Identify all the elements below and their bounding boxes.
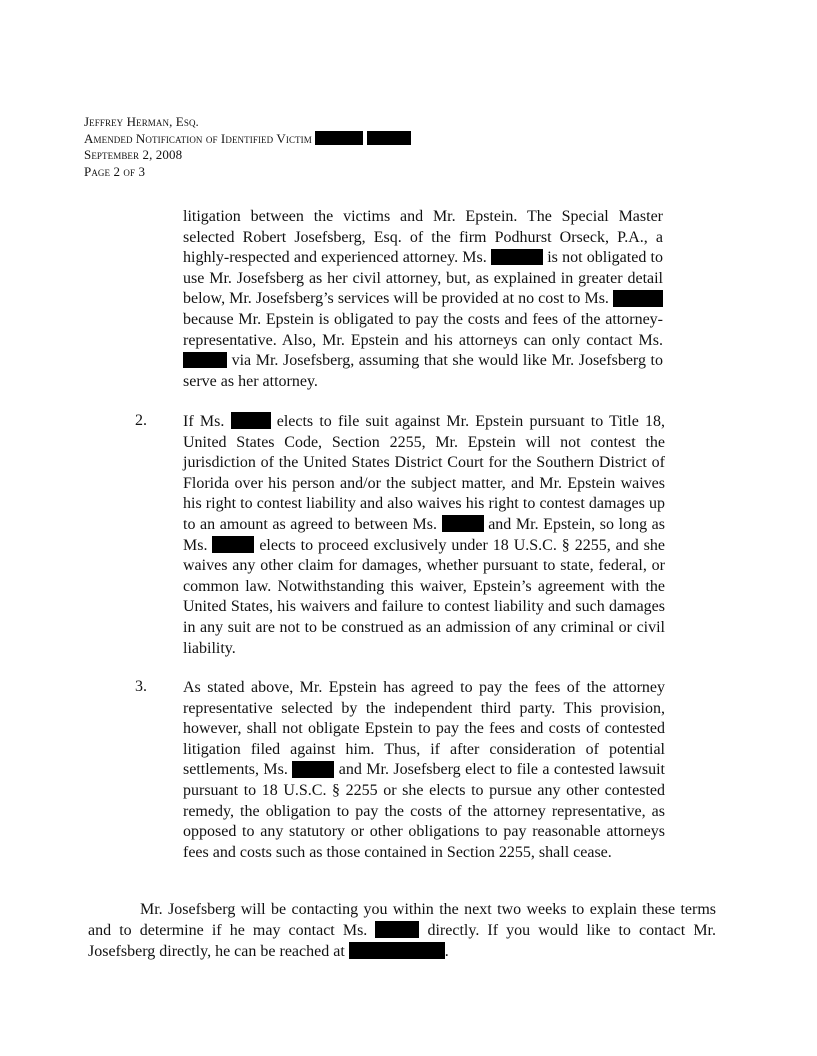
intro-text-2: is not obligated to use Mr. Josefsberg as her civil attorney, but, as explained in greater detail below, Mr. Josefsberg’s services will be provided at no cost to Ms. bbox=[183, 249, 663, 308]
intro-text-3: because Mr. Epstein is obligated to pay the costs and fees of the attorney-representative. Also, Mr. Epstein and his attorneys can only contact Ms. bbox=[183, 310, 663, 349]
redaction-bar bbox=[183, 352, 227, 369]
header-author: Jeffrey Herman, Esq. bbox=[84, 114, 199, 129]
item-2-text-2: elects to file suit against Mr. Epstein pursuant to Title 18, United States Code, Section 2255, Mr. Epstein will not contest the jurisdiction of the United States District Court for the Southern District of Florida over his person and/or the subject matter, and Mr. Epstein waives his right to contest liability and also waives his right to contest damages up to an amount as agreed to between Ms. bbox=[183, 413, 666, 533]
intro-text-1: litigation between the victims and Mr. Epstein. The Special Master selected Robert Josefsberg, Esq. of the firm Podhurst Orseck, P.A., a highly-respected and experienced attorney. Ms. bbox=[183, 208, 663, 267]
header-subject bbox=[84, 131, 411, 148]
item-2-text-4: elects to proceed exclusively under 18 U.S.C. § 2255, and she waives any other claim for damages, whether pursuant to state, federal, or common law. Notwithstanding this waiver, Epstein’s agreement with the United States, his waivers and failure to contest liability and such damages in any suit are not to be construed as an admission of any criminal or civil liability. bbox=[183, 536, 665, 657]
intro-text-4: via Mr. Josefsberg, assuming that she would like Mr. Josefsberg to serve as her attorney. bbox=[183, 352, 663, 390]
item-2-text-1: If Ms. bbox=[183, 413, 231, 430]
redaction-bar bbox=[292, 761, 334, 778]
redaction-bar bbox=[613, 290, 663, 307]
closing-text-3: . bbox=[444, 942, 449, 960]
item-3-text-2: and Mr. Josefsberg elect to file a contested lawsuit pursuant to 18 U.S.C. § 2255 or she elects to pursue any other contested remedy, the obligation to pay the costs of the attorney representative, as opposed to any statutory or other obligations to pay reasonable attorneys fees and costs such as those contained in Section 2255, shall cease. bbox=[183, 761, 666, 861]
header-subject-text: Amended Notification of Identified Victim bbox=[84, 130, 312, 146]
redaction-bar bbox=[375, 921, 419, 938]
redaction-bar bbox=[231, 412, 271, 429]
item-3-text-1: As stated above, Mr. Epstein has agreed to pay the fees of the attorney representative selected by the independent third party. This provision, however, shall not obligate Epstein to pay the fees and costs of contested litigation filed against him. Thus, if after consideration of potential settlements, Ms. bbox=[183, 679, 665, 779]
item-number-2: 2. bbox=[135, 412, 147, 429]
redaction-bar bbox=[442, 515, 484, 532]
redaction-bar bbox=[212, 536, 254, 553]
redaction-bar bbox=[349, 942, 445, 959]
closing-text-2: directly. If you would like to contact Mr. Josefsberg directly, he can be reached at bbox=[88, 921, 716, 960]
redaction-bar bbox=[491, 249, 543, 266]
item-3-paragraph bbox=[183, 678, 665, 863]
letter-header bbox=[84, 114, 411, 180]
closing-paragraph bbox=[88, 900, 716, 962]
header-page-number: Page 2 of 3 bbox=[84, 163, 146, 179]
redaction-bar bbox=[315, 131, 363, 145]
item-2-text-3: and Mr. Epstein, so long as Ms. bbox=[183, 515, 665, 554]
closing-text-1: Mr. Josefsberg will be contacting you within the next two weeks to explain these terms and to determine if he may contact Ms. bbox=[88, 901, 716, 939]
item-number-3: 3. bbox=[135, 678, 147, 695]
redaction-bar bbox=[367, 131, 411, 145]
item-2-paragraph bbox=[183, 412, 665, 659]
header-date: September 2, 2008 bbox=[84, 147, 183, 162]
intro-paragraph bbox=[183, 207, 663, 392]
